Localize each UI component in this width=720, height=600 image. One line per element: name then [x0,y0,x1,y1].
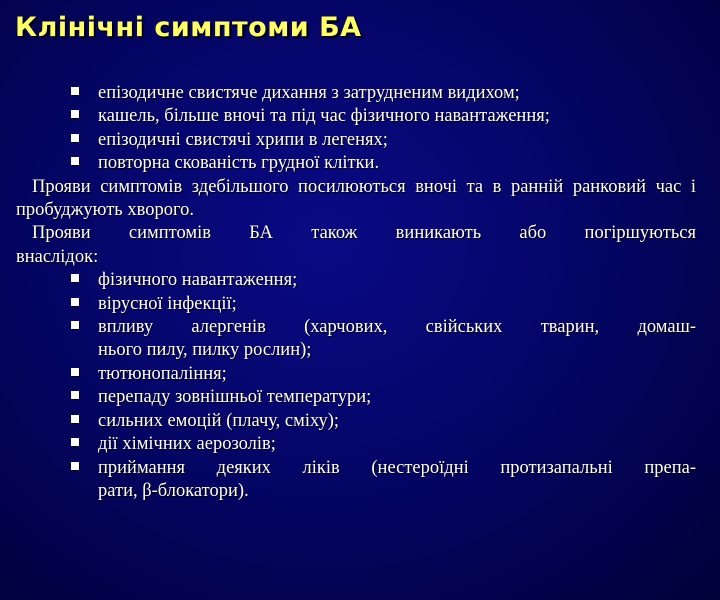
slide-content [16,82,696,503]
list-item-text: перепаду зовнішньої температури; [98,387,372,408]
list-item-text: повторна скованість грудної клітки. [98,153,380,174]
paragraph-triggers-line1: Прояви симптомів БА також виникають або погіршуються [32,223,696,244]
square-bullet-icon [71,391,79,399]
list-item-text: епізодичне свистяче дихання з затрудненим видихом; [98,83,520,103]
list-item [16,152,696,175]
list-item-text: дії хімічних аерозолів; [98,434,276,455]
list-item [16,316,696,363]
square-bullet-icon [71,438,79,446]
list-item-text-continued: нього пилу, пилку рослин); [98,340,312,361]
list-item [16,105,696,128]
square-bullet-icon [71,157,79,165]
square-bullet-icon [71,462,79,470]
square-bullet-icon [71,368,79,376]
list-item-text: вірусної інфекції; [98,293,237,314]
list-item-text-continued: рати, β-блокатори). [98,480,249,501]
paragraph-triggers-line2: внаслідок: [16,246,99,267]
list-item-text: фізичного навантаження; [98,270,298,291]
list-item [16,433,696,456]
list-item [16,269,696,292]
slide-title: Клінічні симптоми БА [15,12,362,43]
square-bullet-icon [71,110,79,118]
list-item [16,82,696,105]
square-bullet-icon [71,298,79,306]
list-item [16,386,696,409]
list-item [16,410,696,433]
paragraph-night-symptoms: Прояви симптомів здебільшого посилюються вночі та в ранній ранковий час і пробуджують хворого. [16,176,696,221]
list-item [16,363,696,386]
list-item-text: приймання деяких ліків (нестероїдні протизапальні препа- [98,457,696,478]
list-item-text: тютюнопаління; [98,363,227,384]
square-bullet-icon [71,274,79,282]
list-item [16,457,696,504]
square-bullet-icon [71,321,79,329]
square-bullet-icon [71,87,79,95]
list-item-text: кашель, більше вночі та під час фізичного навантаження; [98,106,550,127]
square-bullet-icon [71,415,79,423]
list-item [16,293,696,316]
list-item-text: епізодичні свистячі хрипи в легенях; [98,129,388,150]
list-item-text: впливу алергенів (харчових, свійських тварин, домаш- [98,317,696,338]
square-bullet-icon [71,134,79,142]
list-item [16,129,696,152]
list-item-text: сильних емоцій (плачу, сміху); [98,410,340,431]
